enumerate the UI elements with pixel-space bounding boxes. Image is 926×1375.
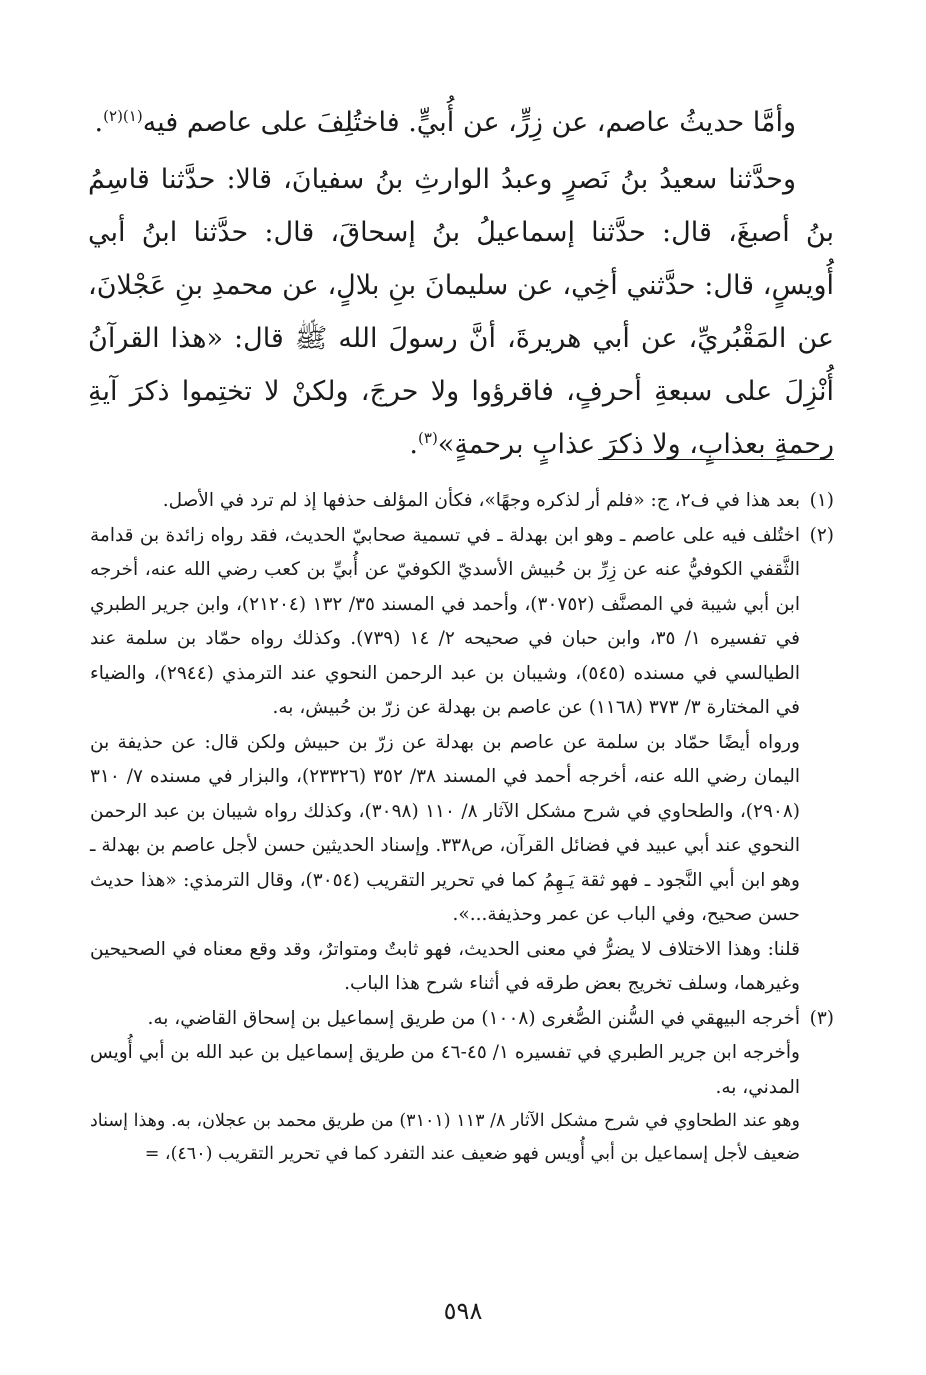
footnote-3-paragraph-3: وهو عند الطحاوي في شرح مشكل الآثار ٨/ ١١٣ (٣١٠١) من طريق محمد بن عجلان، به. وهذا إسناد ضعيف لأجل إسماعيل بن أبي أُويس فهو ضعيف عند التفرد كما في تحرير التقريب (٤٦٠)، = — [90, 1111, 800, 1164]
footnote-2-paragraph-3: قلنا: وهذا الاختلاف لا يضرُّ في معنى الحديث، فهو ثابتٌ ومتواترٌ، وقد وقع معناه في الصحيحين وغيرهما، وسلف تخريج بعض طرقه في أثناء شرح هذا الباب. — [90, 938, 800, 994]
main-paragraph-2-text: وحدَّثنا سعيدُ بنُ نَصرٍ وعبدُ الوارثِ بنُ سفيانَ، قالا: حدَّثنا قاسِمُ بنُ أصبغَ، قال: حدَّثنا إسماعيلُ بنُ إسحاقَ، قال: حدَّثنا ابنُ أبي أُويسٍ، قال: حدَّثني أخِي، عن سليمانَ بنِ بلالٍ، عن محمدِ بنِ عَجْلانَ، عن المَقْبُريِّ، عن أبي هريرةَ، أنَّ رسولَ الله ﷺ قال: «هذا القرآنُ أُنْزِلَ على سبعةِ أحرفٍ، فاقرؤوا ولا حرجَ، ولكنْ لا تختِموا ذكرَ آيةِ رحمةٍ بعذابٍ، ولا ذكرَ عذابٍ برحمةٍ» — [88, 164, 834, 460]
main-paragraph-1-end: . — [94, 107, 104, 138]
footnote-3-paragraph-2: وأخرجه ابن جرير الطبري في تفسيره ١/ ٤٥-٤٦ من طريق إسماعيل بن عبد الله بن أبي أُويس المدني، به. — [90, 1042, 800, 1098]
page-number: ٥٩٨ — [443, 1297, 483, 1325]
footnote-3-paragraph-1: أخرجه البيهقي في السُّنن الصُّغرى (١٠٠٨) من طريق إسماعيل بن إسحاق القاضي، به. — [147, 1007, 800, 1029]
main-paragraph-1-text: وأمَّا حديثُ عاصم، عن زِرٍّ، عن أُبيٍّ. فاختُلِفَ على عاصم فيه — [142, 107, 796, 138]
main-text — [88, 96, 834, 471]
main-paragraph-1 — [88, 96, 834, 149]
footnotes-section — [90, 484, 834, 1171]
footnote-1-text: بعد هذا في ف٢، ج: «فلم أر لذكره وجهًا»، فكأن المؤلف حذفها إذ لم ترد في الأصل. — [162, 490, 800, 511]
footnote-ref-3: (٣) — [418, 429, 438, 447]
footnote-ref-1-2: (١)(٢) — [103, 107, 143, 125]
footnote-3-number: (٣) — [809, 1007, 834, 1029]
footnote-1-number: (١) — [809, 490, 834, 511]
footnote-2-paragraph-1: اختُلف فيه على عاصم ـ وهو ابن بهدلة ـ في تسمية صحابيّ الحديث، فقد رواه زائدة بن قدامة الثَّقفي الكوفيُّ عنه عن زِرِّ بن حُبيش الأسديّ الكوفيّ عن أُبيِّ بن كعب رضي الله عنه، أخرجه ابن أبي شيبة في المصنَّف (٣٠٧٥٢)، وأحمد في المسند ٣٥/ ١٣٢ (٢١٢٠٤)، وابن جرير الطبري في تفسيره ١/ ٣٥، وابن حبان في صحيحه ٢/ ١٤ (٧٣٩). وكذلك رواه حمّاد بن سلمة عند الطيالسي في مسنده (٥٤٥)، وشيبان بن عبد الرحمن النحوي عند الترمذي (٢٩٤٤)، والضياء في المختارة ٣/ ٣٧٣ (١١٦٨) عن عاصم بن بهدلة عن زرّ بن حُبيش، به. — [90, 524, 800, 718]
footnote-2-number: (٢) — [809, 524, 834, 546]
footnote-1 — [90, 484, 834, 519]
footnote-3 — [90, 1002, 834, 1172]
main-paragraph-2 — [88, 153, 834, 471]
footnote-divider — [598, 459, 834, 460]
footnote-2 — [90, 519, 834, 1002]
footnote-2-paragraph-2: ورواه أيضًا حمّاد بن سلمة عن عاصم بن بهدلة عن زرّ بن حبيش ولكن قال: عن حذيفة بن اليمان رضي الله عنه، أخرجه أحمد في المسند ٣٨/ ٣٥٢ (٢٣٣٢٦)، والبزار في مسنده ٧/ ٣١٠ (٢٩٠٨)، والطحاوي في شرح مشكل الآثار ٨/ ١١٠ (٣٠٩٨)، وكذلك رواه شيبان بن عبد الرحمن النحوي عند أبي عبيد في فضائل القرآن، ص٣٣٨. وإسناد الحديثين حسن لأجل عاصم بن بهدلة ـ وهو ابن أبي النَّجود ـ فهو ثقة يَـهِمُ كما في تحرير التقريب (٣٠٥٤)، وقال الترمذي: «هذا حديث حسن صحيح، وفي الباب عن عمر وحذيفة...». — [90, 731, 801, 925]
main-paragraph-2-end: . — [409, 429, 419, 460]
